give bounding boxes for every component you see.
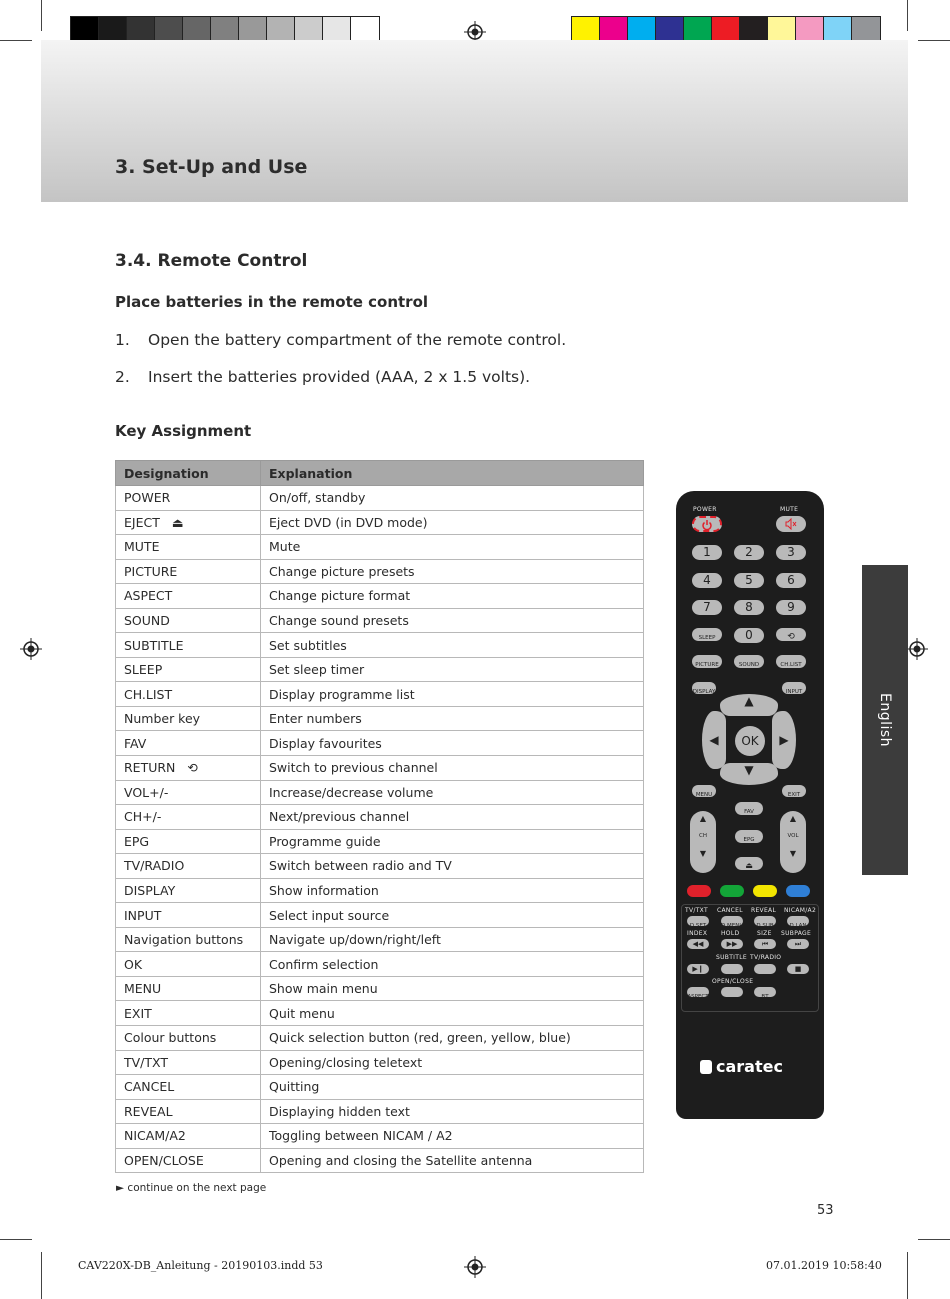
explanation-cell: Change picture presets bbox=[261, 559, 644, 584]
digit-button bbox=[692, 573, 722, 588]
nav-down-button bbox=[720, 763, 778, 785]
step-item bbox=[115, 368, 530, 386]
designation-cell bbox=[116, 952, 261, 977]
dsub-button bbox=[754, 916, 776, 929]
language-tab-label: English bbox=[877, 692, 893, 748]
explanation-cell: Quitting bbox=[261, 1075, 644, 1100]
reveal-label: REVEAL bbox=[751, 907, 777, 914]
mute-icon bbox=[785, 518, 797, 530]
table-row bbox=[116, 608, 644, 633]
designation-text: PICTURE bbox=[124, 563, 178, 579]
designation-text: EXIT bbox=[124, 1005, 152, 1021]
arrow-down-icon: ▼ bbox=[699, 849, 707, 858]
explanation-cell: Switch to previous channel bbox=[261, 756, 644, 781]
explanation-cell: Display favourites bbox=[261, 731, 644, 756]
designation-text: Navigation buttons bbox=[124, 932, 244, 948]
mute-button bbox=[776, 516, 806, 532]
nicam-label: NICAM/A2 bbox=[784, 907, 817, 914]
ok-label: OK bbox=[741, 734, 759, 748]
explanation-cell: Set sleep timer bbox=[261, 657, 644, 682]
caratec-logo-icon bbox=[700, 1060, 712, 1074]
explanation-cell: Quick selection button (red, green, yellow, blue) bbox=[261, 1026, 644, 1051]
digit-button bbox=[692, 545, 722, 560]
table-row bbox=[116, 976, 644, 1001]
brand-logo bbox=[700, 1057, 783, 1076]
table-row bbox=[116, 1026, 644, 1051]
eject-icon: ⏏ bbox=[745, 861, 753, 870]
return-button bbox=[776, 628, 806, 641]
remote-control-illustration bbox=[676, 491, 824, 1119]
previous-button bbox=[754, 939, 776, 949]
designation-text: CH+/- bbox=[124, 809, 162, 825]
language-tab bbox=[862, 565, 908, 875]
mute-label: MUTE bbox=[780, 506, 799, 513]
dset-button bbox=[687, 916, 709, 929]
explanation-cell: Enter numbers bbox=[261, 706, 644, 731]
sound-button bbox=[734, 655, 764, 668]
bt-button bbox=[754, 987, 776, 1000]
slug-timestamp: 07.01.2019 10:58:40 bbox=[766, 1259, 882, 1272]
explanation-cell: Increase/decrease volume bbox=[261, 780, 644, 805]
designation-text: FAV bbox=[124, 735, 147, 751]
table-row bbox=[116, 657, 644, 682]
stop-icon: ■ bbox=[794, 965, 802, 973]
designation-cell bbox=[116, 780, 261, 805]
explanation-cell: On/off, standby bbox=[261, 486, 644, 511]
table-row bbox=[116, 927, 644, 952]
index-label: INDEX bbox=[687, 930, 708, 937]
designation-text: DISPLAY bbox=[124, 883, 176, 899]
digit-label: 5 bbox=[745, 572, 753, 587]
step-number: 2. bbox=[115, 368, 130, 386]
fav-label: FAV bbox=[744, 809, 754, 815]
designation-cell bbox=[116, 829, 261, 854]
colour-key-button bbox=[687, 885, 711, 897]
slug-filename: CAV220X-DB_Anleitung - 20190103.indd 53 bbox=[78, 1259, 323, 1272]
explanation-cell: Quit menu bbox=[261, 1001, 644, 1026]
table-row bbox=[116, 486, 644, 511]
exit-label: EXIT bbox=[787, 792, 801, 798]
input-button bbox=[782, 682, 806, 694]
digit-label: 2 bbox=[745, 545, 753, 559]
designation-text: CANCEL bbox=[124, 1079, 175, 1095]
table-row bbox=[116, 559, 644, 584]
column-header-explanation: Explanation bbox=[261, 461, 644, 486]
explanation-cell: Next/previous channel bbox=[261, 805, 644, 830]
step-text: Open the battery compartment of the remote control. bbox=[148, 331, 567, 349]
designation-text: NICAM/A2 bbox=[124, 1128, 186, 1144]
designation-cell bbox=[116, 584, 261, 609]
bt-label: BT bbox=[761, 994, 769, 1000]
designation-text: EPG bbox=[124, 833, 150, 849]
digit-button bbox=[692, 600, 722, 615]
designation-cell bbox=[116, 903, 261, 928]
battery-heading: Place batteries in the remote control bbox=[115, 293, 429, 311]
subpage-label: SUBPAGE bbox=[781, 930, 812, 937]
column-header-designation: Designation bbox=[116, 461, 261, 486]
designation-cell bbox=[116, 927, 261, 952]
subtitle-label: SUBTITLE bbox=[716, 954, 747, 961]
table-row bbox=[116, 1124, 644, 1149]
section-title: 3.4. Remote Control bbox=[115, 251, 308, 271]
dlan-button bbox=[787, 916, 809, 929]
designation-text: VOL+/- bbox=[124, 784, 169, 800]
designation-cell bbox=[116, 805, 261, 830]
table-row bbox=[116, 1148, 644, 1173]
brand-name: caratec bbox=[716, 1057, 783, 1076]
epg-label: EPG bbox=[743, 837, 755, 843]
fav-button bbox=[735, 802, 763, 815]
display-button bbox=[692, 682, 716, 694]
play-pause-icon: ▶❙ bbox=[692, 965, 704, 973]
designation-text: REVEAL bbox=[124, 1103, 173, 1119]
designation-text: Number key bbox=[124, 711, 201, 727]
designation-cell bbox=[116, 510, 261, 535]
table-row bbox=[116, 780, 644, 805]
designation-cell bbox=[116, 731, 261, 756]
chlist-label: CH.LIST bbox=[780, 662, 802, 668]
digit-label: 4 bbox=[703, 572, 711, 587]
table-row bbox=[116, 952, 644, 977]
explanation-cell: Change picture format bbox=[261, 584, 644, 609]
registration-mark-icon bbox=[20, 638, 42, 660]
table-row bbox=[116, 805, 644, 830]
dmenu-button bbox=[721, 916, 744, 929]
designation-text: TV/TXT bbox=[124, 1054, 169, 1070]
table-row bbox=[116, 1099, 644, 1124]
arrow-up-icon: ▲ bbox=[789, 814, 797, 823]
table-row bbox=[116, 682, 644, 707]
power-button bbox=[692, 516, 722, 532]
designation-cell bbox=[116, 1075, 261, 1100]
display-label: DISPLAY bbox=[692, 689, 716, 695]
channel-rocker bbox=[690, 811, 716, 873]
explanation-cell: Opening/closing teletext bbox=[261, 1050, 644, 1075]
step-text: Insert the batteries provided (AAA, 2 x 1.5 volts). bbox=[148, 368, 531, 386]
power-icon bbox=[701, 519, 713, 531]
designation-cell bbox=[116, 633, 261, 658]
designation-text: INPUT bbox=[124, 907, 162, 923]
designation-text: OK bbox=[124, 956, 143, 972]
designation-text: MUTE bbox=[124, 539, 160, 555]
designation-cell bbox=[116, 559, 261, 584]
tvradio-button bbox=[754, 964, 776, 974]
aspect-button bbox=[687, 987, 709, 1000]
stop-button bbox=[787, 964, 809, 974]
tvtxt-label: TV/TXT bbox=[685, 907, 708, 914]
designation-cell bbox=[116, 682, 261, 707]
designation-text: SOUND bbox=[124, 613, 170, 628]
table-row bbox=[116, 510, 644, 535]
explanation-cell: Toggling between NICAM / A2 bbox=[261, 1124, 644, 1149]
table-row bbox=[116, 829, 644, 854]
step-item bbox=[115, 331, 566, 349]
explanation-cell: Set subtitles bbox=[261, 633, 644, 658]
arrow-down-icon: ▼ bbox=[744, 763, 754, 777]
explanation-cell: Mute bbox=[261, 535, 644, 560]
openclose-label: OPEN/CLOSE bbox=[712, 978, 754, 985]
key-assignment-heading: Key Assignment bbox=[115, 422, 252, 440]
nav-up-button bbox=[720, 694, 778, 716]
colour-key-button bbox=[753, 885, 777, 897]
ch-label: CH bbox=[699, 833, 707, 839]
explanation-cell: Show main menu bbox=[261, 976, 644, 1001]
hold-label: HOLD bbox=[721, 930, 740, 937]
exit-button bbox=[782, 785, 806, 797]
designation-cell bbox=[116, 756, 261, 781]
vol-label: VOL bbox=[787, 833, 799, 839]
designation-cell bbox=[116, 1026, 261, 1051]
picture-label: PICTURE bbox=[695, 662, 719, 668]
chlist-button bbox=[776, 655, 806, 668]
designation-cell bbox=[116, 1001, 261, 1026]
designation-text: OPEN/CLOSE bbox=[124, 1153, 204, 1169]
dmenu-label: D.MENU bbox=[721, 923, 744, 929]
registration-mark-icon bbox=[906, 638, 928, 660]
dlan-label: D.LAN bbox=[789, 923, 807, 929]
explanation-cell: Change sound presets bbox=[261, 608, 644, 633]
ok-button bbox=[735, 726, 765, 756]
rewind-icon: ◀◀ bbox=[692, 940, 704, 948]
digit-button bbox=[734, 573, 764, 588]
designation-cell bbox=[116, 1148, 261, 1173]
aspect-label: ASPECT bbox=[687, 994, 709, 1000]
volume-rocker bbox=[780, 811, 806, 873]
designation-cell bbox=[116, 608, 261, 633]
epg-button bbox=[735, 830, 763, 843]
subtitle-button bbox=[721, 964, 743, 974]
digit-label: 8 bbox=[745, 600, 753, 614]
skip-back-icon: ⏮ bbox=[761, 940, 769, 948]
colour-key-button bbox=[720, 885, 744, 897]
size-label: SIZE bbox=[757, 930, 772, 937]
tvradio-label: TV/RADIO bbox=[750, 954, 782, 961]
table-row bbox=[116, 731, 644, 756]
openclose-button bbox=[721, 987, 743, 997]
designation-text: TV/RADIO bbox=[124, 858, 185, 874]
nav-right-button bbox=[772, 711, 796, 769]
digit-label: 7 bbox=[703, 600, 711, 614]
arrow-right-icon: ► bbox=[116, 1182, 125, 1194]
table-row bbox=[116, 584, 644, 609]
eject-icon: ⏏ bbox=[171, 514, 184, 530]
step-number: 1. bbox=[115, 331, 130, 349]
table-row bbox=[116, 756, 644, 781]
designation-text: SUBTITLE bbox=[124, 637, 184, 653]
table-row bbox=[116, 706, 644, 731]
table-row bbox=[116, 535, 644, 560]
digit-label: 6 bbox=[787, 572, 795, 587]
colour-key-button bbox=[786, 885, 810, 897]
designation-cell bbox=[116, 1050, 261, 1075]
continue-note bbox=[116, 1182, 266, 1194]
digit-button bbox=[776, 545, 806, 560]
explanation-cell: Confirm selection bbox=[261, 952, 644, 977]
explanation-cell: Switch between radio and TV bbox=[261, 854, 644, 879]
digit-label: 1 bbox=[703, 545, 711, 559]
chapter-title: 3. Set-Up and Use bbox=[115, 156, 308, 178]
designation-cell bbox=[116, 854, 261, 879]
explanation-cell: Opening and closing the Satellite antenna bbox=[261, 1148, 644, 1173]
digit-label: 9 bbox=[787, 600, 795, 614]
input-label: INPUT bbox=[785, 689, 803, 695]
explanation-cell: Programme guide bbox=[261, 829, 644, 854]
table-row bbox=[116, 878, 644, 903]
table-header-row bbox=[116, 461, 644, 486]
page-number: 53 bbox=[817, 1203, 834, 1218]
nav-left-button bbox=[702, 711, 726, 769]
designation-cell bbox=[116, 1099, 261, 1124]
designation-text: EJECT bbox=[124, 514, 160, 530]
cancel-label: CANCEL bbox=[717, 907, 743, 914]
picture-button bbox=[692, 655, 722, 668]
table-row bbox=[116, 1050, 644, 1075]
explanation-cell: Display programme list bbox=[261, 682, 644, 707]
eject-button bbox=[735, 857, 763, 870]
play-pause-button bbox=[687, 964, 709, 974]
skip-forward-icon: ⏭ bbox=[794, 940, 802, 948]
designation-cell bbox=[116, 706, 261, 731]
rewind-button bbox=[687, 939, 709, 949]
explanation-cell: Navigate up/down/right/left bbox=[261, 927, 644, 952]
designation-text: MENU bbox=[124, 981, 162, 997]
digit-label: 3 bbox=[787, 545, 795, 559]
arrow-right-icon: ▶ bbox=[779, 733, 789, 747]
designation-cell bbox=[116, 1124, 261, 1149]
designation-text: POWER bbox=[124, 490, 171, 506]
arrow-down-icon: ▼ bbox=[789, 849, 797, 858]
digit-button bbox=[734, 628, 764, 643]
table-row bbox=[116, 633, 644, 658]
explanation-cell: Displaying hidden text bbox=[261, 1099, 644, 1124]
designation-text: Colour buttons bbox=[124, 1030, 217, 1046]
dset-label: D.SET bbox=[689, 923, 707, 929]
designation-text: ASPECT bbox=[124, 588, 173, 604]
dsub-label: D.SUB bbox=[756, 923, 774, 929]
arrow-left-icon: ◀ bbox=[709, 733, 719, 747]
designation-cell bbox=[116, 486, 261, 511]
designation-cell bbox=[116, 878, 261, 903]
arrow-up-icon: ▲ bbox=[744, 694, 754, 708]
explanation-cell: Show information bbox=[261, 878, 644, 903]
designation-text: RETURN bbox=[124, 760, 176, 776]
table-row bbox=[116, 854, 644, 879]
sleep-label: SLEEP bbox=[698, 635, 716, 641]
arrow-up-icon: ▲ bbox=[699, 814, 707, 823]
sound-label: SOUND bbox=[738, 662, 760, 668]
table-row bbox=[116, 903, 644, 928]
next-button bbox=[787, 939, 809, 949]
digit-button bbox=[734, 545, 764, 560]
designation-cell bbox=[116, 535, 261, 560]
designation-text: CH.LIST bbox=[124, 686, 173, 702]
explanation-cell: Eject DVD (in DVD mode) bbox=[261, 510, 644, 535]
fast-forward-button bbox=[721, 939, 743, 949]
fast-forward-icon: ▶▶ bbox=[726, 940, 738, 948]
designation-text: SLEEP bbox=[124, 662, 163, 678]
key-assignment-table bbox=[115, 460, 644, 1173]
digit-button bbox=[776, 600, 806, 615]
return-icon: ⟲ bbox=[187, 760, 198, 776]
explanation-cell: Select input source bbox=[261, 903, 644, 928]
digit-label: 0 bbox=[745, 627, 753, 642]
menu-label: MENU bbox=[695, 792, 713, 798]
digit-button bbox=[734, 600, 764, 615]
sleep-button bbox=[692, 628, 722, 641]
designation-cell bbox=[116, 976, 261, 1001]
return-icon: ⟲ bbox=[787, 632, 795, 642]
table-row bbox=[116, 1001, 644, 1026]
menu-button bbox=[692, 785, 716, 797]
power-label: POWER bbox=[693, 506, 717, 513]
designation-cell bbox=[116, 657, 261, 682]
continue-note-text: continue on the next page bbox=[127, 1182, 267, 1194]
registration-mark-icon bbox=[464, 1256, 486, 1278]
table-row bbox=[116, 1075, 644, 1100]
digit-button bbox=[776, 573, 806, 588]
